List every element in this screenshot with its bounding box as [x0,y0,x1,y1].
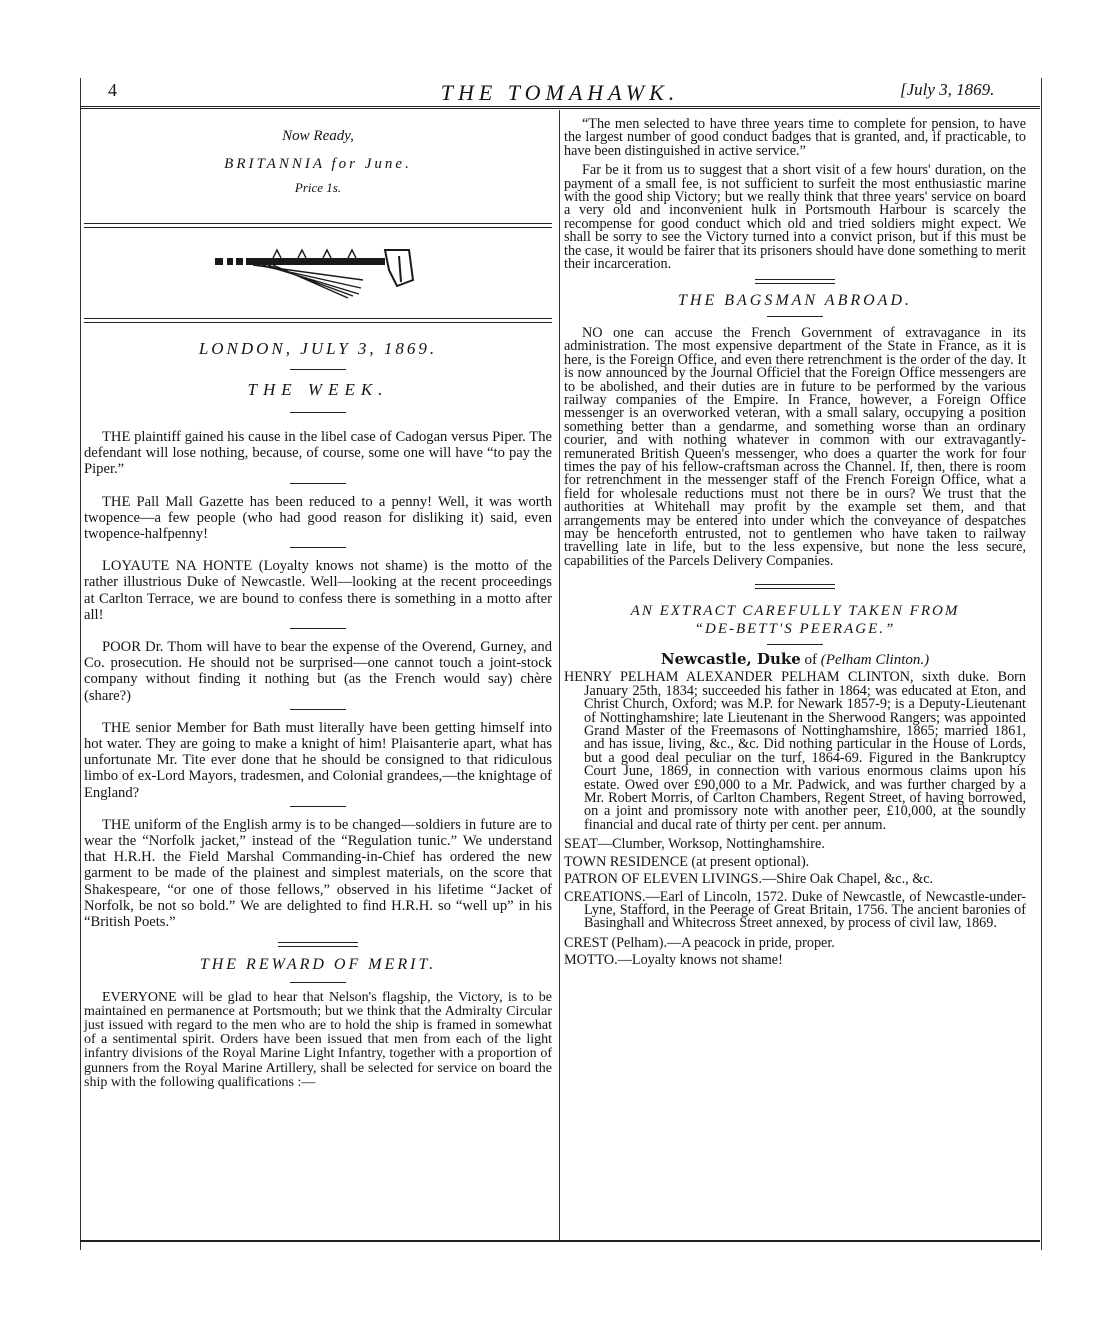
ad-now-ready: Now Ready, [282,128,354,144]
section-title-the-week: THE WEEK. [247,379,389,399]
extract-subtitle: “DE-BETT'S PEERAGE.” [694,620,896,637]
henry-entry: HENRY PELHAM ALEXANDER PELHAM CLINTON, sixth duke. Born January 25th, 1834; succeeded his father in 1864; was educated at Eton, and Christ Church, Oxford; was M.P. for Newark 1857-9; is a Deputy-Lieutenant of Nottinghamshire; late Lieutenant in the Sherwood Rangers; was appointed Grand Master of the Freemasons of Nottinghamshire, 1865; married 1861, and has issue, living, &c., &c. Did nothing particular in the House of Lords, but a good deal peculiar on the turf, 1864-69. Figured in the Bankruptcy Court June, 1869, in connection with various enormous claims upon his estate. Owed over £90,000 to a Mr. Padwick, and was further charged by a Mr. Robert Morris, of Carlton Chambers, Regent Street, of having borrowed, on a joint and promissory note with another peer, £10,000, at the soundly financial and ducal rate of thirty per cent. per annum. [564,669,1026,833]
week-paragraph: THE Pall Mall Gazette has been reduced to a penny! Well, it was worth twopence—a few people (who had good reason for disliking it) said, even twopence-halfpenny! [84,493,552,543]
week-paragraph: POOR Dr. Thom will have to bear the expense of the Overend, Gurney, and Co. prosecution. He should not be surprised—one cannot touch a joint-stock company without finding it nothing but (as the French would say) chère (share?) [84,639,552,704]
duke-heading-blackletter: Newcastle, Duke [660,650,801,668]
crest-entry: CREST (Pelham).—A peacock in pride, proper. [564,934,835,951]
farbe-paragraph: Far be it from us to suggest that a short visit of a few hours' duration, on the payment of a small fee, is not sufficient to surfeit the most enthusiastic marine with the good ship Victory; but we really think that three years' service on board a very old and inconvenient hulk in Portsmouth Harbour is scarcely the recompense for good conduct which old and tried soldiers might expect. We shall be sorry to see the Victory turned into a convict prison, but if this must be the case, it would be fairer that its prisoners should have done something to merit their incarceration. [564,162,1026,273]
week-paragraph: THE uniform of the English army is to be changed—soldiers in future are to wear the “Norfolk jacket,” instead of the “Regulation tunic.” We understand that H.R.H. the Field Marshal Commanding-in-Chief has ordered the new garment to be made of the plainest and simplest materials, on the score that Shakespeare, “or one of those fellows,” observed in his lifetime “Jacket of Norfolk, be not so bold.” We are delighted to find H.R.H. so “well up” in his “British Poets.” [84,816,552,931]
masthead: THE TOMAHAWK. [440,80,680,105]
duke-heading-of: of [804,652,818,668]
week-paragraph: THE plaintiff gained his cause in the libel case of Cadogan versus Piper. The defendant will lose nothing, because, of course, some one will have “to pay the Piper.” [84,429,552,478]
page-number: 4 [108,80,117,100]
ad-price: Price 1s. [294,180,342,196]
issue-date: [July 3, 1869. [900,80,995,99]
ad-britannia: BRITANNIA for June. [224,156,412,173]
tomahawk-icon [213,240,423,304]
tomahawk-illustration [213,240,423,304]
week-paragraph: LOYAUTE NA HONTE (Loyalty knows not shame) is the motto of the rather illustrious Duke of Newcastle. Well—looking at the recent proceedings at Carlton Terrace, we are bound to confess there is something in a motto after all! [84,558,552,623]
town-residence-entry: TOWN RESIDENCE (at present optional). [564,853,810,870]
section-title-reward-of-merit: THE REWARD OF MERIT. [199,956,437,974]
column-divider [559,110,560,1240]
dateline: LONDON, JULY 3, 1869. [198,338,438,358]
section-title-bagsman-abroad: THE BAGSMAN ABROAD. [677,292,912,310]
week-paragraph: THE senior Member for Bath must literally have been getting himself into hot water. They are going to make a knight of him! Plaisanterie apart, what has unfortunate Mr. Tite ever done that he should be consigned to that ridiculous limbo of ex-Lord Mayors, tradesmen, and Colonial grandees,—the knightage of England? [84,719,552,801]
seat-entry: SEAT—Clumber, Worksop, Nottinghamshire. [564,836,825,853]
left-column [84,112,552,1090]
quote-paragraph: “The men selected to have three years time to complete for pension, to have the largest number of good conduct badges that is granted, and, if practicable, to have been distinguished in active service.” [564,116,1026,159]
creations-entry: CREATIONS.—Earl of Lincoln, 1572. Duke of Newcastle, of Newcastle-under-Lyne, Stafford, in the Peerage of Great Britain, 1756. The ancient baronies of Basinghall and Whitecross Street annexed, by process of civil law, 1869. [564,888,1026,932]
bottom-rule [80,1240,1040,1242]
header-rule [80,106,1040,109]
right-column [564,112,1026,968]
reward-paragraph: EVERYONE will be glad to hear that Nelson's flagship, the Victory, is to be maintained en permanence at Portsmouth; but we think that the Admiralty Circular just issued with regard to the men who are to hold the ship is framed in somewhat of a sentimental spirit. Orders have been issued that men from each of the light infantry divisions of the Royal Marine Light Infantry, together with a proportion of gunners from the Royal Marine Artillery, shall be selected for service on board the ship with the following qualifications :— [84,989,552,1090]
bagsman-paragraph: NO one can accuse the French Government of extravagance in its administration. The most expensive department of the State in France, as it is here, is the Foreign Office, and even there retrenchment is the order of the day. It is now announced by the Journal Officiel that the Foreign Office messengers are to be abolished, and their duties are in future to be performed by the various railway companies of the Empire. In France, however, a Foreign Office messenger is an overworked veteran, with a small salary, occupying a position something better than a gendarme, and something worse than an ordinary courier, and with nothing whatever in common with our extravagantly-remunerated British Queen's messenger, who does a quarter the work for four times the pay of his fellow-craftsman across the Channel. If, then, there is room for retrenchment in the messenger staff of the French Foreign Office, what a field for wholesale reductions must not there be in ours? We trust that the authorities at Whitehall may profit by the example set them, and that arrangements may be entered into under which the conveyance of despatches may be henceforth entrusted, not to gentlemen who have taken to railway travelling late in life, but to the less expensive, but none the less secure, capabilities of the Parcels Delivery Companies. [564,324,1026,569]
motto-entry: MOTTO.—Loyalty knows not shame! [564,952,783,969]
extract-title: AN EXTRACT CAREFULLY TAKEN FROM [630,603,960,620]
patron-entry: PATRON OF ELEVEN LIVINGS.—Shire Oak Chapel, &c., &c. [564,871,934,888]
duke-heading-name: (Pelham Clinton.) [820,652,930,668]
duke-heading [564,650,1026,668]
